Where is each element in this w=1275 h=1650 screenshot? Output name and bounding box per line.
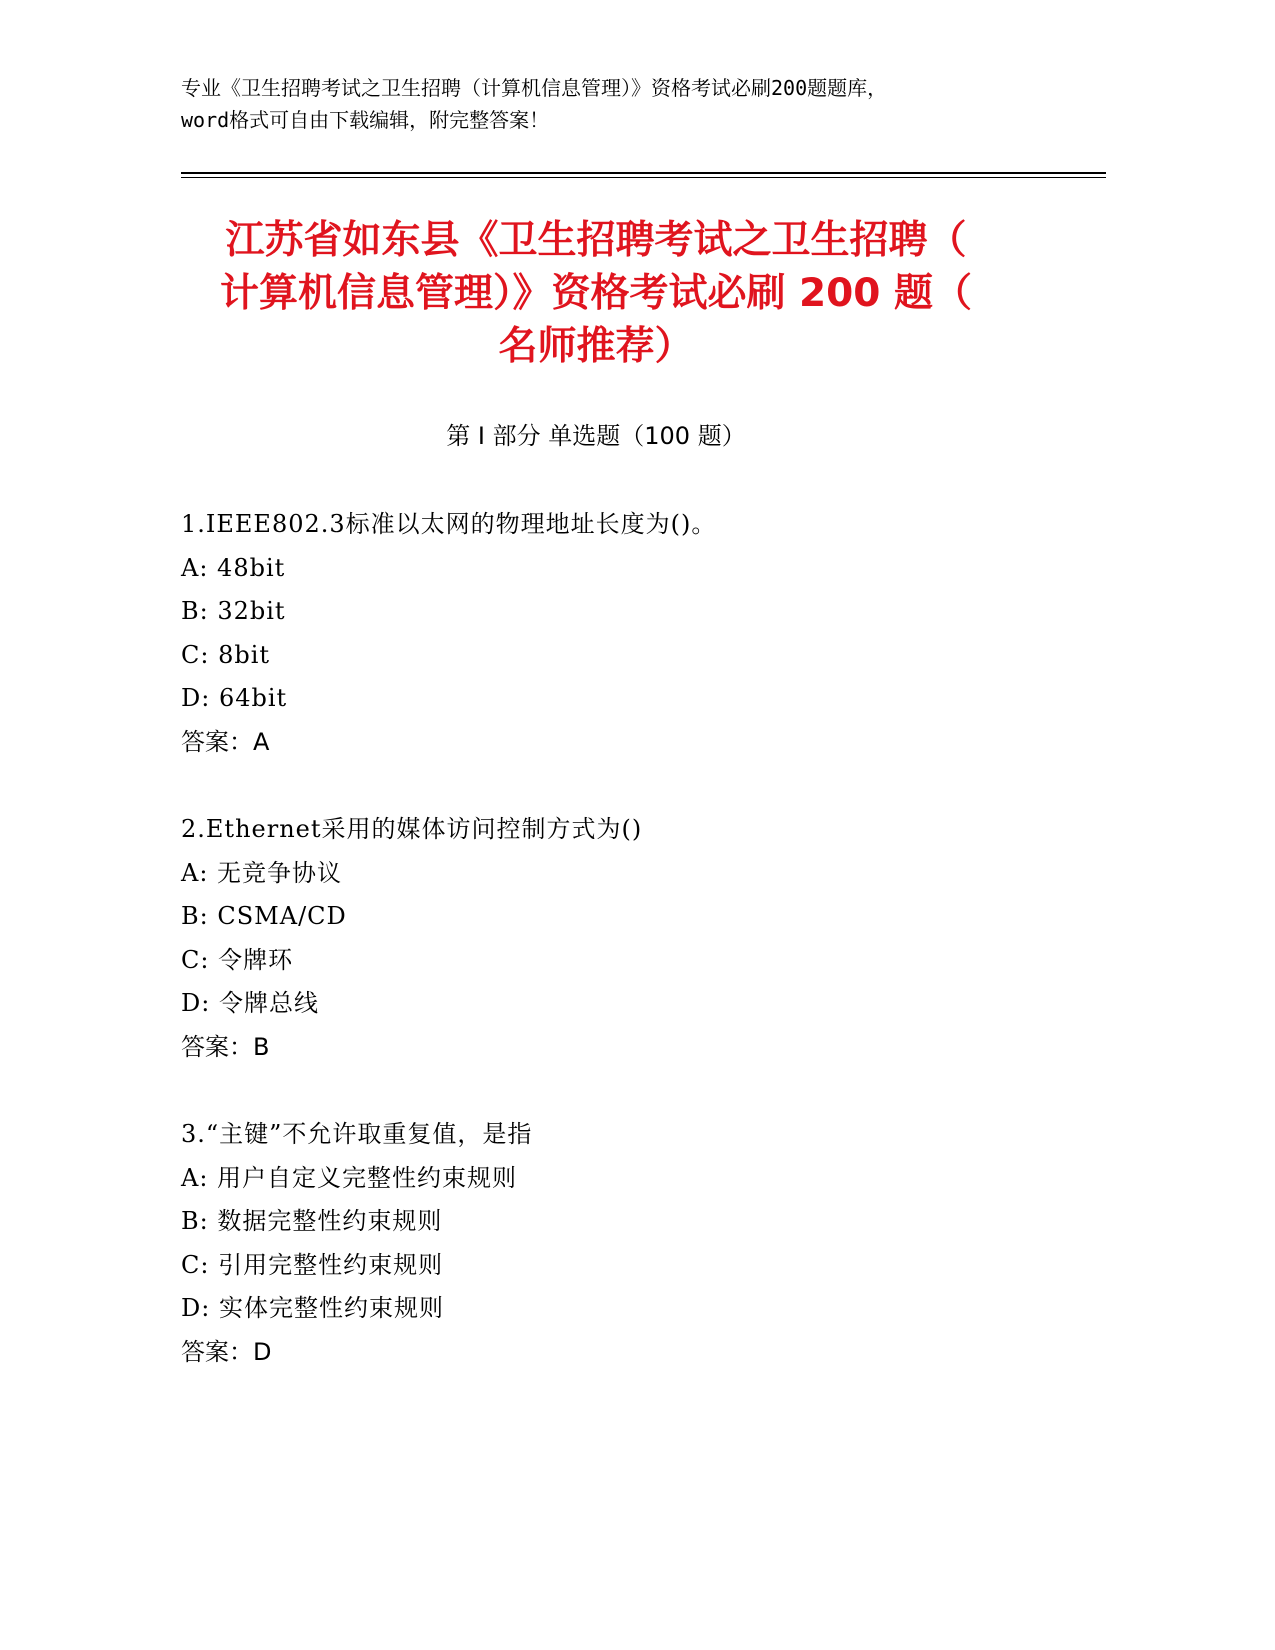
question-stem: 1.IEEE802.3标准以太网的物理地址长度为()。 (181, 510, 717, 538)
question-2 (181, 808, 1101, 1069)
option-c: C: 引用完整性约束规则 (181, 1250, 444, 1279)
question-3 (181, 1113, 1101, 1374)
option-b: B: 32bit (181, 597, 286, 625)
header-note-line-2: word格式可自由下载编辑，附完整答案！ (181, 108, 550, 132)
question-stem: 3.“主键”不允许取重复值，是指 (181, 1120, 533, 1148)
option-a: A: 无竞争协议 (181, 858, 343, 887)
header-divider-thick (181, 172, 1106, 174)
section-title: 第 I 部分 单选题（100 题） (446, 422, 746, 450)
option-b: B: 数据完整性约束规则 (181, 1207, 443, 1235)
header-note (181, 72, 1101, 136)
option-a: A: 48bit (181, 553, 286, 582)
option-a: A: 用户自定义完整性约束规则 (181, 1163, 518, 1192)
document-title (181, 214, 1011, 373)
header-divider-thin (181, 177, 1106, 178)
document-title-line-2: 计算机信息管理）》资格考试必刷 200 题（ (219, 271, 973, 316)
header-note-line-1: 专业《卫生招聘考试之卫生招聘（计算机信息管理）》资格考试必刷200题题库， (181, 76, 888, 100)
option-b: B: CSMA/CD (181, 902, 347, 930)
document-title-line-1: 江苏省如东县《卫生招聘考试之卫生招聘（ (225, 218, 967, 263)
answer-label: 答案：B (181, 1032, 270, 1061)
answer-label: 答案：A (181, 727, 270, 756)
answer-label: 答案：D (181, 1337, 272, 1366)
option-c: C: 令牌环 (181, 945, 294, 974)
option-d: D: 64bit (181, 684, 288, 712)
option-d: D: 令牌总线 (181, 989, 319, 1017)
option-d: D: 实体完整性约束规则 (181, 1294, 444, 1322)
question-1 (181, 503, 1101, 764)
question-stem: 2.Ethernet采用的媒体访问控制方式为() (181, 815, 643, 843)
option-c: C: 8bit (181, 640, 271, 669)
document-title-line-3: 名师推荐） (498, 324, 694, 369)
